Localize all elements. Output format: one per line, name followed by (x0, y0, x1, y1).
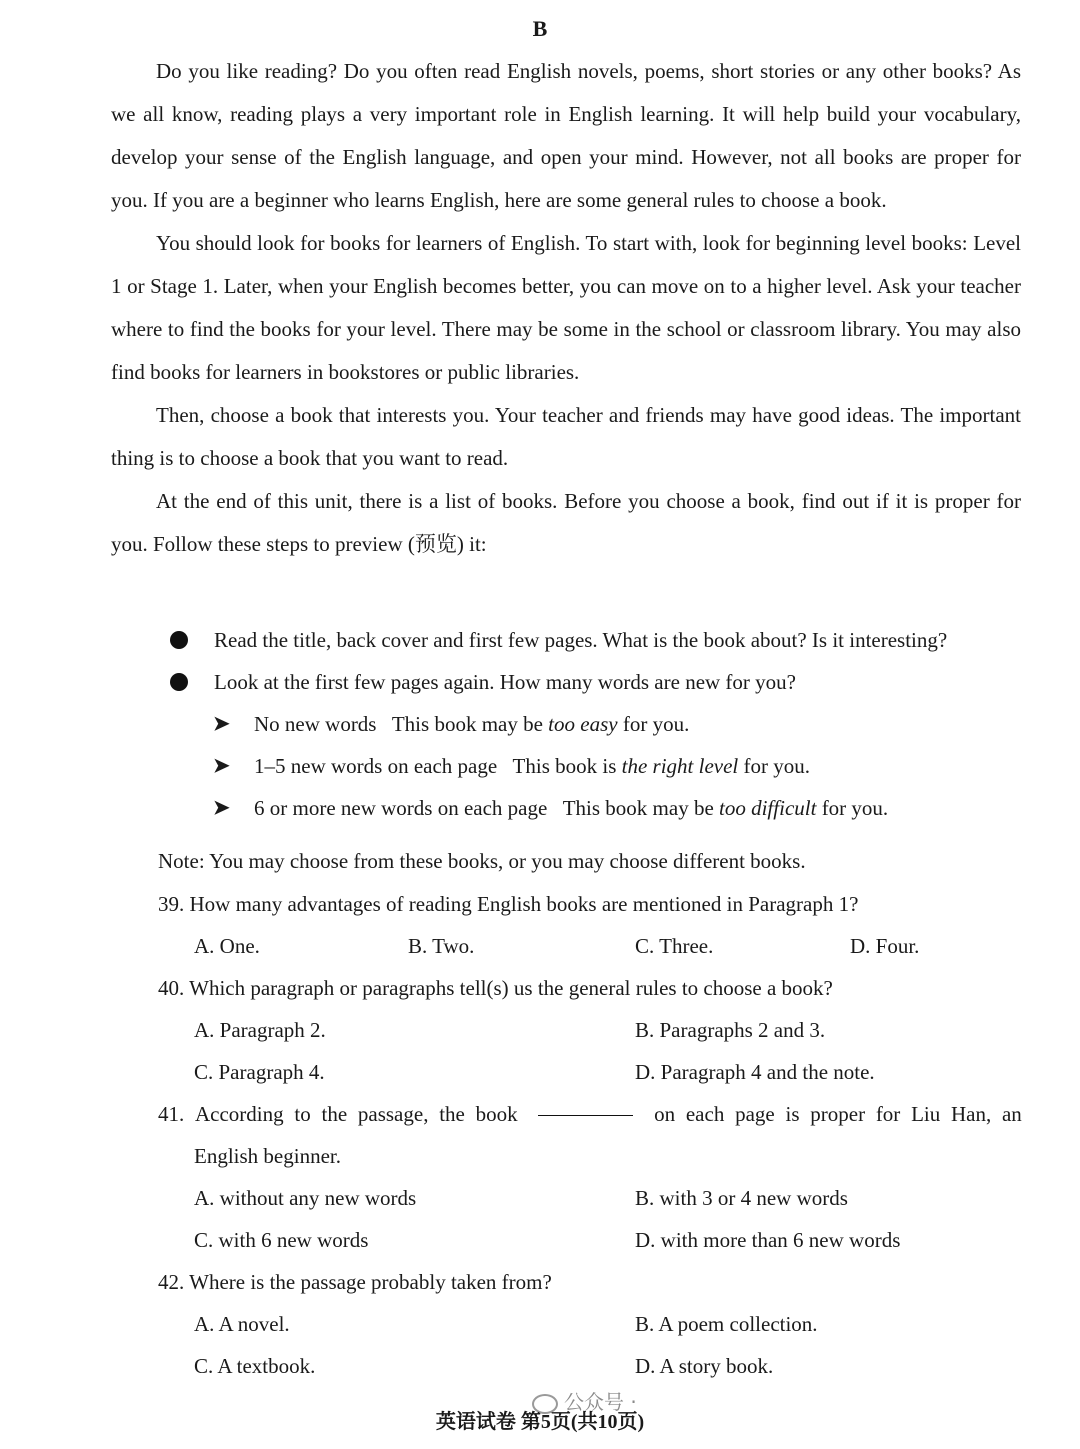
stem-word: 41. (158, 1102, 185, 1126)
stem-word: book (475, 1102, 518, 1126)
question-42-options-row1 (0, 1303, 1080, 1345)
option-b: B. with 3 or 4 new words (635, 1186, 848, 1210)
option-a: A. One. (194, 934, 260, 958)
option-c: C. Paragraph 4. (194, 1060, 325, 1084)
sub-list-item (0, 787, 1080, 829)
sub-bullet-text (254, 703, 689, 745)
option-d: D. Four. (850, 934, 920, 958)
bullet-dot-icon (170, 631, 188, 649)
paragraph-1: Do you like reading? Do you often read English novels, poems, short stories or any other books? As we all know, reading plays a very important role in English learning. It will help build your vocabulary, develop your sense of the English language, and open your mind. However, not all books are proper for you. If you are a beginner who learns English, here are some general rules to choose a book. (111, 59, 1021, 212)
question-39 (0, 883, 1080, 925)
bullet-dot-icon (170, 673, 188, 691)
option-c: C. with 6 new words (194, 1228, 369, 1252)
question-40-options-row2 (0, 1051, 1080, 1093)
sub-bullet-lead: 6 or more new words on each page (254, 796, 548, 820)
stem-word: for (875, 1102, 901, 1126)
section-letter: B (532, 16, 548, 41)
question-stem (158, 1093, 1022, 1135)
option-b: B. Two. (408, 934, 475, 958)
arrowhead-icon: ➤ (213, 713, 230, 735)
question-42 (0, 1261, 1080, 1303)
list-item (0, 661, 1080, 703)
question-41-options-row1 (0, 1177, 1080, 1219)
question-stem: 39. How many advantages of reading English books are mentioned in Paragraph 1? (158, 892, 859, 916)
note-text: Note: You may choose from these books, or you may choose different books. (158, 849, 806, 873)
stem-word: on (654, 1102, 676, 1126)
answer-blank[interactable] (538, 1093, 633, 1116)
option-b: B. A poem collection. (635, 1312, 818, 1336)
sub-bullet-pre: This book may be (391, 712, 549, 736)
option-a: A. Paragraph 2. (194, 1018, 326, 1042)
sub-bullet-emphasis: too difficult (719, 796, 817, 820)
option-d: D. Paragraph 4 and the note. (635, 1060, 875, 1084)
sub-bullet-emphasis: the right level (621, 754, 739, 778)
question-40-options-row1 (0, 1009, 1080, 1051)
stem-word: the (439, 1102, 465, 1126)
sub-bullet-post: for you. (617, 712, 690, 736)
sub-bullet-emphasis: too easy (548, 712, 618, 736)
stem-word: According (195, 1102, 284, 1126)
question-40 (0, 967, 1080, 1009)
question-41 (0, 1093, 1080, 1135)
option-c: C. Three. (635, 934, 714, 958)
option-d: D. with more than 6 new words (635, 1228, 901, 1252)
option-a: A. A novel. (194, 1312, 290, 1336)
stem-word: each (685, 1102, 725, 1126)
stem-word: Liu (911, 1102, 941, 1126)
question-41-continued (0, 1135, 1080, 1177)
sub-bullet-text (254, 787, 888, 829)
sub-list-item (0, 703, 1080, 745)
stem-word: the (321, 1102, 348, 1126)
stem-word: proper (810, 1102, 866, 1126)
sub-bullet-pre: This book is (512, 754, 622, 778)
stem-word: is (785, 1102, 800, 1126)
sub-bullet-post: for you. (738, 754, 811, 778)
sub-bullet-lead: 1–5 new words on each page (254, 754, 498, 778)
question-41-options-row2 (0, 1219, 1080, 1261)
sub-bullet-post: for you. (816, 796, 889, 820)
list-item (0, 619, 1080, 661)
reading-passage (111, 50, 1021, 566)
watermark-text: 公众号 · (564, 1390, 637, 1414)
question-stem-continued: English beginner. (194, 1144, 341, 1168)
paragraph-3: Then, choose a book that interests you. Your teacher and friends may have good ideas. The important thing is to choose a book that you want to read. (111, 403, 1021, 470)
sub-bullet-lead: No new words (254, 712, 377, 736)
question-42-options-row2 (0, 1345, 1080, 1387)
question-stem: 42. Where is the passage probably taken from? (158, 1270, 552, 1294)
questions (0, 883, 1080, 1387)
option-b: B. Paragraphs 2 and 3. (635, 1018, 826, 1042)
sub-list-item (0, 745, 1080, 787)
bullet-text: Read the title, back cover and first few pages. What is the book about? Is it interesting? (214, 628, 948, 652)
question-39-options (0, 925, 1080, 967)
stem-word: page (735, 1102, 775, 1126)
question-stem: 40. Which paragraph or paragraphs tell(s) us the general rules to choose a book? (158, 976, 833, 1000)
sub-bullet-text (254, 745, 810, 787)
option-a: A. without any new words (194, 1186, 417, 1210)
page-footer: 英语试卷 第5页(共10页) (435, 1411, 645, 1433)
bullet-text: Look at the first few pages again. How many words are new for you? (214, 670, 796, 694)
arrowhead-icon: ➤ (213, 797, 230, 819)
option-d: D. A story book. (635, 1354, 774, 1378)
paragraph-2: You should look for books for learners of English. To start with, look for beginning level books: Level 1 or Stage 1. Later, when your English becomes better, you can move on to a higher level. Ask your teacher where to find the books for your level. There may be some in the school or classroom library. You may also find books for learners in bookstores or public libraries. (111, 231, 1021, 384)
stem-word: passage, (357, 1102, 429, 1126)
stem-word: an (1001, 1102, 1022, 1126)
sub-bullet-pre: This book may be (562, 796, 720, 820)
option-c: C. A textbook. (194, 1354, 316, 1378)
paragraph-4: At the end of this unit, there is a list of books. Before you choose a book, find out if it is proper for you. Follow these steps to preview (预览) it: (111, 489, 1021, 556)
stem-word: to (294, 1102, 311, 1126)
arrowhead-icon: ➤ (213, 755, 230, 777)
stem-word: Han, (950, 1102, 992, 1126)
preview-steps (0, 619, 1080, 829)
